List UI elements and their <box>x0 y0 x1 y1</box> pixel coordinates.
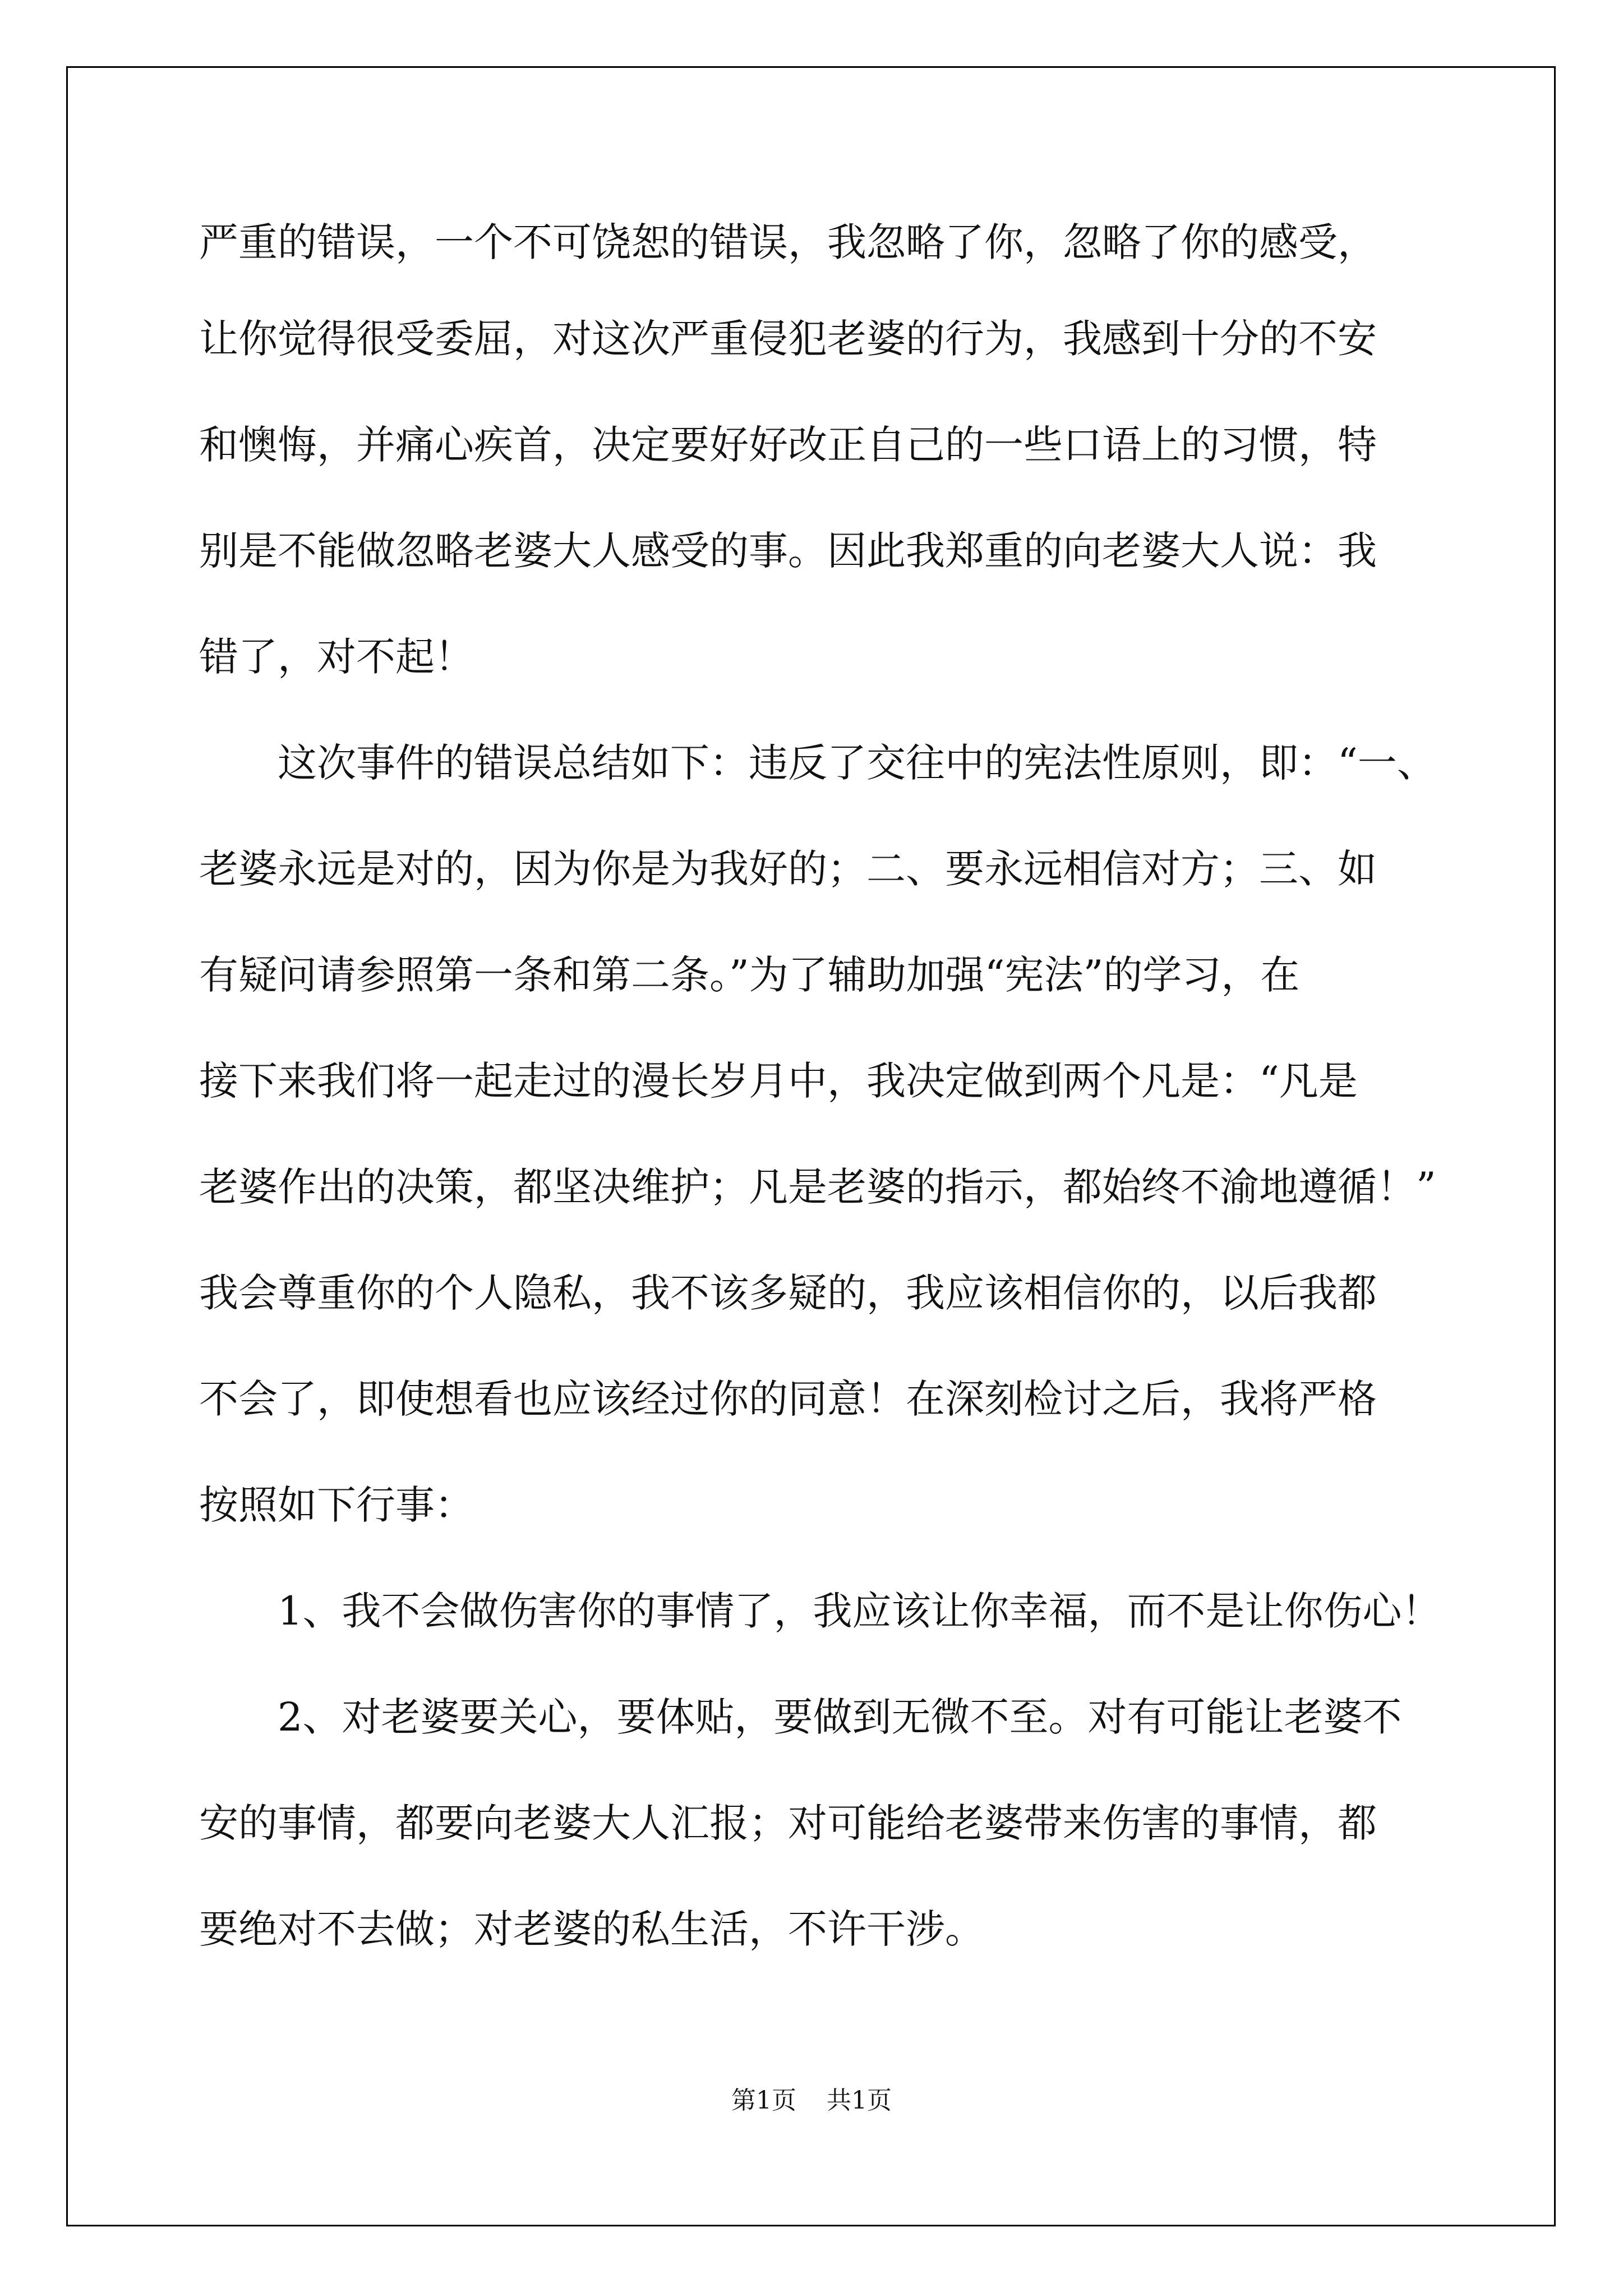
paragraph <box>199 199 1483 710</box>
page-footer <box>0 2080 1623 2116</box>
text-line: 让你觉得很受委屈，对这次严重侵犯老婆的行为，我感到十分的不安 <box>199 316 1377 362</box>
text-line: 老婆作出的决策，都坚决维护；凡是老婆的指示，都始终不渝地遵循！” <box>199 1164 1436 1210</box>
paragraph <box>199 1558 1483 1664</box>
paragraph <box>199 710 1483 1558</box>
text-line: 和懊悔，并痛心疾首，决定要好好改正自己的一些口语上的习惯，特 <box>199 422 1377 468</box>
text-line: 有疑问请参照第一条和第二条。”为了辅助加强“宪法”的学习，在 <box>199 952 1300 998</box>
text-line: 严重的错误，一个不可饶恕的错误，我忽略了你，忽略了你的感受， <box>199 219 1377 265</box>
text-line: 2、对老婆要关心，要体贴，要做到无微不至。对有可能让老婆不 <box>278 1694 1402 1740</box>
text-line: 按照如下行事： <box>199 1482 474 1528</box>
document-body <box>199 199 1483 1982</box>
page-total: 共1页 <box>827 2086 892 2115</box>
text-line: 接下来我们将一起走过的漫长岁月中，我决定做到两个凡是：“凡是 <box>199 1058 1358 1104</box>
paragraph <box>199 1664 1483 1982</box>
text-line: 这次事件的错误总结如下：违反了交往中的宪法性原则，即：“一、 <box>278 740 1436 786</box>
text-line: 别是不能做忽略老婆大人感受的事。因此我郑重的向老婆大人说：我 <box>199 528 1377 574</box>
text-line: 老婆永远是对的，因为你是为我好的；二、要永远相信对方；三、如 <box>199 846 1377 892</box>
text-line: 1、我不会做伤害你的事情了，我应该让你幸福，而不是让你伤心！ <box>278 1588 1441 1634</box>
text-line: 不会了，即使想看也应该经过你的同意！在深刻检讨之后，我将严格 <box>199 1376 1377 1422</box>
page-number: 第1页 <box>731 2086 796 2115</box>
text-line: 安的事情，都要向老婆大人汇报；对可能给老婆带来伤害的事情，都 <box>199 1800 1377 1846</box>
text-line: 错了，对不起！ <box>199 634 474 680</box>
text-line: 我会尊重你的个人隐私，我不该多疑的，我应该相信你的，以后我都 <box>199 1270 1377 1316</box>
text-line: 要绝对不去做；对老婆的私生活，不许干涉。 <box>199 1906 984 1952</box>
